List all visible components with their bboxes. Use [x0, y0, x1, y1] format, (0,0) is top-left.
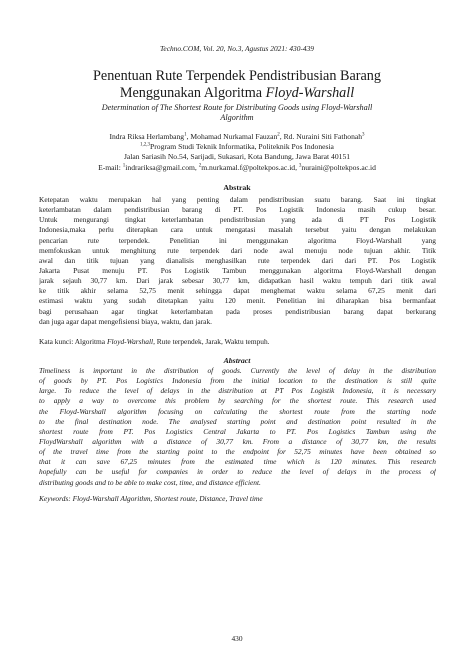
affiliation: $^{1,2,3}$Program Studi Teknik Informatika, Politeknik Pos Indonesia: [140, 142, 334, 152]
paper-subtitle: Determination of The Shortest Route for Distributing Goods using Floyd-Warshall Algorithm: [101, 103, 373, 122]
abstract-line: to the final destination node. The analysed starting point and destination point resulted in the: [39, 416, 436, 426]
abstract-body: [39, 366, 436, 488]
journal-header: Techno.COM, Vol. 20, No.3, Agustus 2021: 430-439: [160, 44, 314, 53]
abstrak-line: Jakarta Pusat menuju PT. Pos Logistik Tambun menggunakan algoritma Floyd-Warshall dengan: [39, 265, 436, 275]
abstrak-line: estimasi waktu yang sudah ditetapkan yaitu 120 menit. Penelitian ini diharapkan bisa bermanfaat: [39, 296, 436, 306]
abstract-line: the Floyd-Warshall algorithm focusing on calculating the shortest route from the starting node: [39, 406, 436, 416]
emails: E-mail: $^1$indrariksa@gmail.com, $^2$m.nurkamal.f@poltekpos.ac.id, $^3$nuraini@poltekpos.ac.id: [98, 162, 376, 172]
abstrak-line: ke titik akhir selama 52,75 menit sehingga dapat menghemat waktu selama 67,25 menit dari: [39, 286, 436, 296]
abstrak-line: pencarian rute terpendek. Penelitian ini menggunakan algoritma Floyd-Warshall yang: [39, 235, 436, 245]
abstract-line: distributing goods and to be able to make cost, time, and distance efficient.: [39, 477, 261, 487]
abstract-line: of the travel time from the starting point to the endpoint for 52,75 minutes have been obtained so: [39, 447, 436, 457]
abstract-line: to apply a way to overcome this problem by searching for the shortest route. This research used: [39, 396, 436, 406]
abstrak-line: Ketepatan waktu merupakan hal yang penting dalam pendistribusian suatu barang. Saat ini tingkat: [39, 195, 436, 204]
abstrak-line: awal dan titik tujuan yang dianalisis menghasilkan rute terpendek dari dari PT. Pos Logistik: [39, 255, 436, 265]
kata-kunci: Kata kunci: Algoritma Floyd-Warshall, Rute terpendek, Jarak, Waktu tempuh.: [39, 337, 270, 346]
abstrak-line: jarak sejauh 30,77 km. Dari jarak sebesar 30,77 km, didapatkan hasil waktu tempuh dari titik awal: [39, 276, 436, 286]
abstrak-line: dan juga agar dapat mengefisiensi biaya, waktu, dan jarak.: [39, 316, 212, 326]
abstract-line: hopefully can be useful for companies in order to reduce the level of delays in the process of: [39, 467, 436, 477]
abstract-line: Timeliness is important in the distribution of goods. Currently the level of delay in the distribution: [39, 366, 436, 375]
author-block: [30, 132, 444, 173]
abstract-line: large. To reduce the level of delays in the distribution at PT Pos Logistik Indonesia, it is necessary: [39, 386, 436, 396]
page-number: 430: [231, 634, 243, 643]
abstrak-body: [39, 195, 436, 327]
keywords: Keywords: Floyd-Warshall Algorithm, Shortest route, Distance, Travel time: [39, 494, 263, 503]
author-names: Indra Riksa Herlambang$^1$, Mohamad Nurkamal Fauzan$^2$, Rd. Nuraini Siti Fathonah$^3$: [109, 132, 365, 141]
abstract-heading: Abstract: [223, 356, 251, 365]
abstrak-line: keterlambatan dalam pendistribusian barang di PT. Pos Logistik Indonesia masih cukup besar.: [39, 205, 436, 215]
paper-title: [40, 68, 434, 102]
abstrak-heading: Abstrak: [223, 183, 251, 192]
abstrak-line: bagi perusahaan agar tingkat keterlambatan pada proses pendistribusian barang dapat berkurang: [39, 306, 436, 316]
title-line-2: Menggunakan Algoritma Floyd-Warshall: [119, 85, 355, 101]
abstrak-line: memfokuskan untuk menghitung rute terpendek dari node awal menuju node tujuan akhir. Titik: [39, 245, 436, 255]
abstrak-line: Indonesia,maka perlu diterapkan cara untuk mengatasi masalah tersebut yaitu dengan melakukan: [39, 225, 436, 235]
abstrak-line: Untuk mengurangi tingkat keterlambatan pendistribusian yang ada di PT Pos Logistik: [39, 215, 436, 225]
abstract-line: FloydWarshall algorithm with a distance of 30,77 km. From a distance of 30,77 km, the results: [39, 436, 436, 446]
abstract-line: of goods by PT. Pos Logistics Indonesia from the initial location to the destination is still quite: [39, 376, 436, 386]
title-line-1: Penentuan Rute Terpendek Pendistribusian Barang: [93, 68, 381, 84]
abstract-line: shortest route from PT. Pos Logistics Central Jakarta to PT. Pos Logistics Tambun using the: [39, 426, 436, 436]
abstract-line: that it can save 67,25 minutes from the estimated time which is 120 minutes. This research: [39, 457, 436, 467]
address: Jalan Sariasih No.54, Sarijadi, Sukasari, Kota Bandung, Jawa Barat 40151: [123, 152, 351, 162]
